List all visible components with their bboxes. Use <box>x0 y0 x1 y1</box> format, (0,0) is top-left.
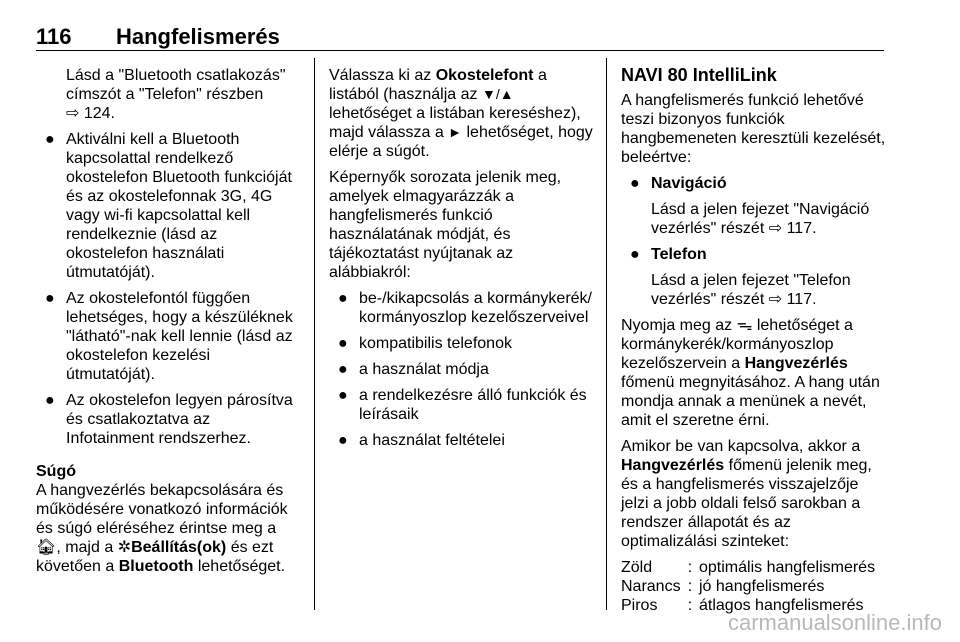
bullet-icon: ● <box>45 131 55 148</box>
bullet-icon: ● <box>338 432 348 449</box>
bullet-icon: ● <box>45 290 55 307</box>
watermark: carmanualsonline.info <box>727 610 942 635</box>
page-ref-icon: ⇨ <box>768 220 783 237</box>
page-ref-icon: ⇨ <box>768 291 783 308</box>
column-2 <box>329 66 599 457</box>
bluetooth-label: Bluetooth <box>118 558 194 575</box>
bullet-icon: ● <box>338 290 348 307</box>
help-topics-list <box>329 289 599 450</box>
list-item: ● a használat módja <box>338 361 489 378</box>
bullet-icon: ● <box>630 246 640 263</box>
list-item: ● a rendelkezésre álló funkciók és leírásaik <box>338 387 587 423</box>
select-phone-paragraph: Válassza ki az Okostelefont a listából (használja az ▼/▲ lehetőséget a listában kereséshez), majd válassza a ► lehetőséget, hogy elérje a súgót. <box>329 67 593 160</box>
list-item: ● be-/kikapcsolás a kormánykerék/ kormányoszlop kezelőszerveivel <box>338 290 592 326</box>
page-title: Hangfelismerés <box>116 24 280 49</box>
page-ref-icon: ⇨ <box>66 105 80 122</box>
bullet-icon: ● <box>45 392 55 409</box>
table-row: Narancs : jó hangfelismerés <box>621 578 825 595</box>
smartphone-label: Okostelefont <box>435 67 534 84</box>
recognition-levels-table <box>621 558 875 615</box>
intro-paragraph: Lásd a "Bluetooth csatlakozás" címszót a "Telefon" részben ⇨ 124. <box>66 67 286 122</box>
page-header <box>36 10 884 51</box>
table-row: Piros : átlagos hangfelismerés <box>621 597 864 614</box>
help-paragraph: A hangvezérlés bekapcsolására és működésére vonatkozó információk és súgó eléréséhez érintse meg a 🏠︎, majd a ✲Beállítás(ok) és ezt követően a Bluetooth lehetőséget. <box>36 482 288 575</box>
voice-control-label: Hangvezérlés <box>621 457 725 474</box>
voice-icon: ᯓ <box>736 317 753 334</box>
right-arrow-icon: ► <box>448 124 463 140</box>
column-divider-1 <box>314 58 315 610</box>
help-heading: Súgó <box>36 463 76 480</box>
list-item: ● kompatibilis telefonok <box>338 335 512 352</box>
bullet-icon: ● <box>338 387 348 404</box>
settings-label: Beállítás(ok) <box>131 539 227 556</box>
screens-paragraph: Képernyők sorozata jelenik meg, amelyek elmagyarázzák a hangfelismerés funkció használatának módját, és tájékoztatást nyújtanak az alábbiakról: <box>329 169 562 281</box>
bullet-icon: ● <box>338 361 348 378</box>
features-list <box>621 174 889 309</box>
page-number: 116 <box>36 24 72 49</box>
intro-paragraph: A hangfelismerés funkció lehetővé teszi bizonyos funkciók hangbemeneten keresztüli kezelését, beleértve: <box>621 92 886 166</box>
bullet-icon: ● <box>338 335 348 352</box>
requirements-list <box>36 130 302 448</box>
table-row: Zöld : optimális hangfelismerés <box>621 559 876 576</box>
column-3 <box>621 66 889 615</box>
column-1 <box>36 66 302 583</box>
list-item: ● Telefon <box>630 246 707 263</box>
column-divider-2 <box>606 58 607 610</box>
status-paragraph: Amikor be van kapcsolva, akkor a Hangvezérlés főmenü jelenik meg, és a hangfelismerés visszajelzője jelzi a jobb oldali felső sarokban a rendszer állapotát és az optimalizálási szinteket: <box>621 438 872 550</box>
list-item: ● Az okostelefontól függően lehetséges, hogy a készüléknek "látható"-nak kell lennie (lásd az okostelefon kezelési útmutatóját). <box>45 290 293 383</box>
gear-icon: ✲ <box>117 539 132 556</box>
list-item: ● Navigáció <box>630 175 727 192</box>
home-icon: 🏠︎ <box>36 539 57 556</box>
press-paragraph: Nyomja meg az ᯓ lehetőséget a kormánykerék/kormányoszlop kezelőszervein a Hangvezérlés főmenü megnyitásához. A hang után mondja annak a menünek a nevét, amit el szeretne érni. <box>621 317 880 429</box>
voice-control-label: Hangvezérlés <box>744 355 848 372</box>
down-up-arrow-icon: ▼/▲ <box>481 86 514 102</box>
list-item: ● Aktiválni kell a Bluetooth kapcsolattal rendelkező okostelefon Bluetooth funkcióját és az okostelefonnak 3G, 4G vagy wi-fi kapcsolattal kell rendelkeznie (lásd az okostelefon használati útmutatóját). <box>45 131 292 281</box>
section-heading: NAVI 80 IntelliLink <box>621 65 777 85</box>
list-item-detail: Lásd a jelen fejezet "Telefon vezérlés" részét ⇨ 117. <box>651 272 851 308</box>
list-item-detail: Lásd a jelen fejezet "Navigáció vezérlés" részét ⇨ 117. <box>651 201 870 237</box>
list-item: ● Az okostelefon legyen párosítva és csatlakoztatva az Infotainment rendszerhez. <box>45 392 293 447</box>
list-item: ● a használat feltételei <box>338 432 505 449</box>
bullet-icon: ● <box>630 175 640 192</box>
